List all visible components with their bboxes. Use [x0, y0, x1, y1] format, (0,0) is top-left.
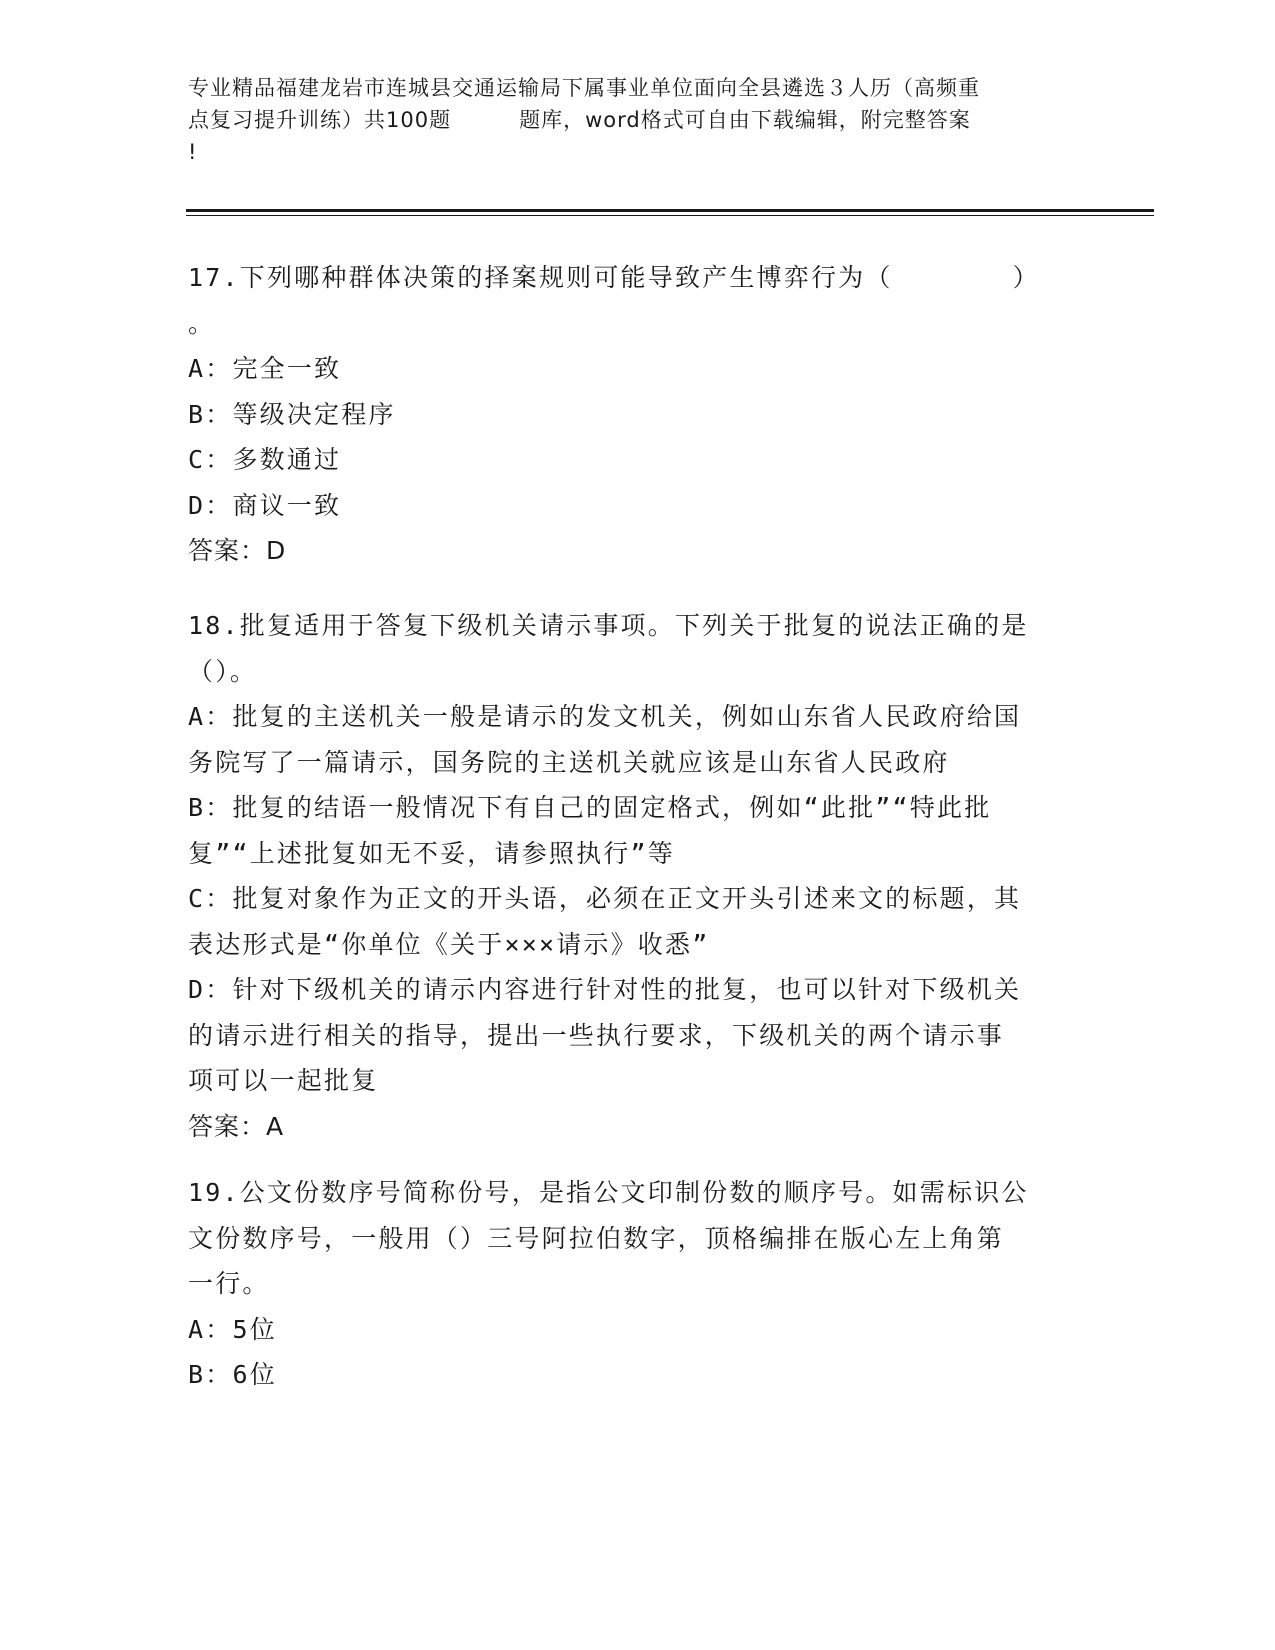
- question-18-stem-line-1: 18.批复适用于答复下级机关请示事项。下列关于批复的说法正确的是: [188, 611, 1029, 640]
- question-18: [188, 603, 1068, 1149]
- question-19-stem-line-2: 文份数序号，一般用（）三号阿拉伯数字，顶格编排在版心左上角第: [188, 1223, 1005, 1253]
- question-18-option-d-line-1: D：针对下级机关的请示内容进行针对性的批复，也可以针对下级机关: [188, 975, 1022, 1004]
- header-line-2-part-1: 点复习提升训练）共100题: [188, 108, 452, 132]
- question-17-stem-text: 17.下列哪种群体决策的择案规则可能导致产生博弈行为（: [188, 263, 893, 292]
- question-18-option-b-line-1: B：批复的结语一般情况下有自己的固定格式，例如“此批”“特此批: [188, 793, 992, 822]
- question-18-option-c-line-2: 表达形式是“你单位《关于×××请示》收悉”: [188, 929, 710, 959]
- question-18-option-b-line-2: 复”“上述批复如无不妥，请参照执行”等: [188, 838, 675, 868]
- question-19-option-a: A：5位: [188, 1314, 277, 1344]
- question-17-option-b: B：等级决定程序: [188, 399, 396, 429]
- question-18-stem-line-2: （）。: [188, 656, 258, 686]
- question-19: [188, 1170, 1068, 1398]
- header-line-2: [188, 104, 1078, 136]
- question-18-answer: 答案：A: [188, 1111, 285, 1141]
- question-18-option-a-line-2: 务院写了一篇请示，国务院的主送机关就应该是山东省人民政府: [188, 747, 950, 777]
- header-divider: [186, 209, 1154, 217]
- question-17-option-a: A：完全一致: [188, 354, 342, 383]
- header-line-1: 专业精品福建龙岩市连城县交通运输局下属事业单位面向全县遴选３人历（高频重: [188, 76, 980, 100]
- header-line-3: !: [188, 140, 198, 164]
- question-19-stem-line-1: 19.公文份数序号简称份号，是指公文印制份数的顺序号。如需标识公: [188, 1178, 1029, 1207]
- question-19-stem-line-3: 一行。: [188, 1269, 270, 1298]
- divider-thick-line: [186, 209, 1154, 212]
- question-17-stem-close: ）: [1012, 263, 1040, 292]
- question-17-stem-end: 。: [188, 308, 216, 338]
- question-18-option-d-line-3: 项可以一起批复: [188, 1066, 379, 1095]
- header-line-2-part-2: 题库，word格式可自由下载编辑，附完整答案: [519, 108, 971, 132]
- document-header: [188, 72, 1078, 168]
- question-18-option-d-line-2: 的请示进行相关的指导，提出一些执行要求，下级机关的两个请示事: [188, 1020, 1005, 1050]
- question-17-stem: [188, 255, 1068, 301]
- question-17: [188, 255, 1068, 574]
- question-17-option-c: C：多数通过: [188, 445, 342, 474]
- question-17-answer: 答案：D: [188, 536, 287, 565]
- question-17-option-d: D：商议一致: [188, 490, 342, 520]
- question-18-option-a-line-1: A：批复的主送机关一般是请示的发文机关，例如山东省人民政府给国: [188, 702, 1022, 731]
- divider-thin-line: [186, 215, 1154, 216]
- question-18-option-c-line-1: C：批复对象作为正文的开头语，必须在正文开头引述来文的标题，其: [188, 884, 1022, 913]
- question-19-option-b: B：6位: [188, 1360, 277, 1389]
